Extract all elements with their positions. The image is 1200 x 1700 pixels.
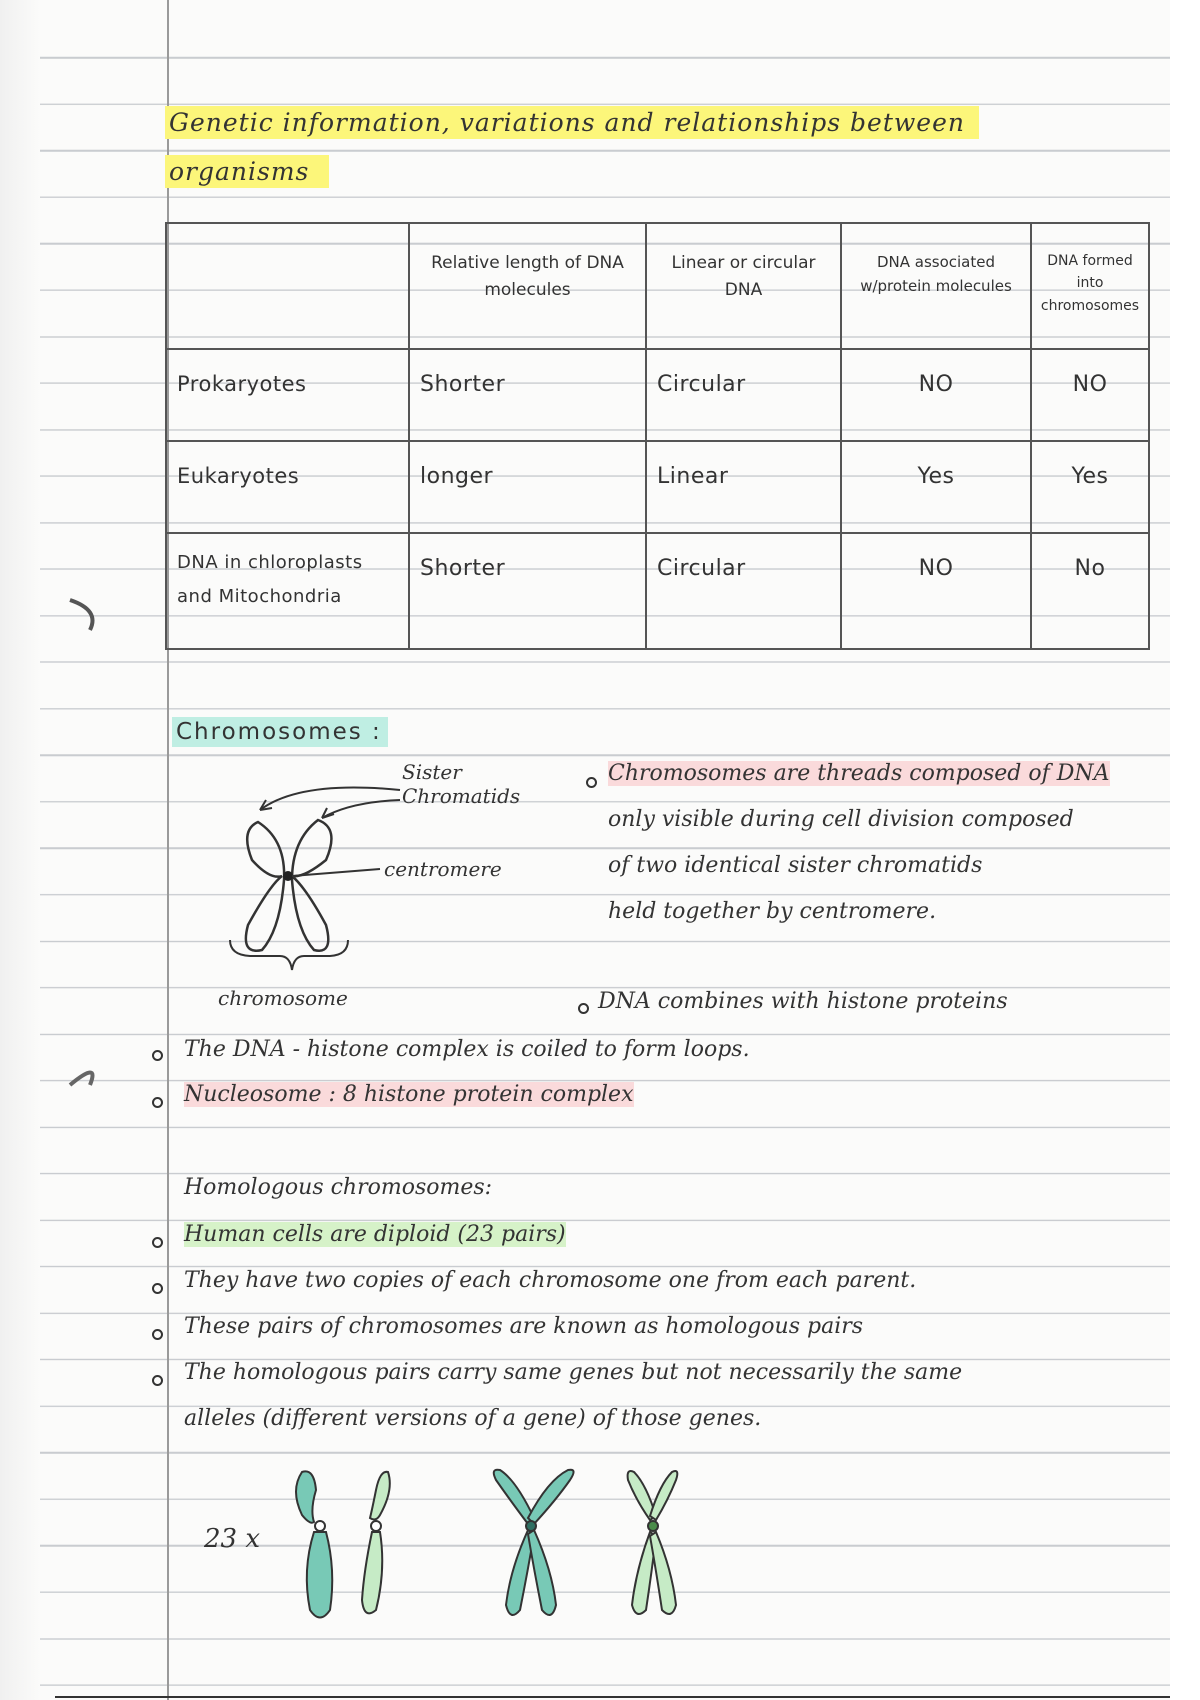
bullet xyxy=(586,777,597,788)
description-line: only visible during cell division composed xyxy=(608,807,1074,832)
point-dna-histone-complex: The DNA - histone complex is coiled to form loops. xyxy=(184,1037,750,1062)
table-cell: No xyxy=(1031,533,1149,649)
bullet xyxy=(152,1283,163,1294)
table-row xyxy=(166,441,1149,533)
table-cell: NO xyxy=(1031,349,1149,441)
page-edge xyxy=(0,0,40,1700)
binder-ring-icon xyxy=(60,595,110,640)
table-header-row xyxy=(166,223,1149,349)
bullet xyxy=(578,1003,589,1014)
section-heading-homologous: Homologous chromosomes: xyxy=(184,1175,493,1200)
label-chromosome: chromosome xyxy=(218,986,348,1010)
chromosome-pair-icon xyxy=(280,1460,820,1630)
bullet xyxy=(152,1237,163,1248)
table-row xyxy=(166,533,1149,649)
table-header-cell: DNA associated w/protein molecules xyxy=(841,223,1031,349)
row-label: Eukaryotes xyxy=(166,441,409,533)
bottom-rule xyxy=(55,1696,1170,1698)
page-title-line2: organisms xyxy=(165,155,329,188)
homologous-point-continued: alleles (different versions of a gene) of those genes. xyxy=(184,1406,762,1431)
highlighted-term: Chromosomes are threads composed of DNA xyxy=(608,761,1110,786)
table-header-cell xyxy=(166,223,409,349)
table-cell: Circular xyxy=(646,349,841,441)
count-label: 23 x xyxy=(204,1524,261,1554)
bullet xyxy=(152,1050,163,1061)
table-cell: Linear xyxy=(646,441,841,533)
table-cell: longer xyxy=(409,441,646,533)
row-label: DNA in chloroplasts and Mitochondria xyxy=(166,533,409,649)
highlighted-term: Nucleosome : 8 histone protein complex xyxy=(184,1082,634,1107)
description-line xyxy=(608,751,1148,797)
dna-comparison-table xyxy=(165,222,1150,650)
binder-ring-icon xyxy=(60,1055,110,1100)
bullet xyxy=(152,1097,163,1108)
label-sister-chromatids: Sister Chromatids xyxy=(402,760,521,808)
table-cell: Shorter xyxy=(409,349,646,441)
row-label: Prokaryotes xyxy=(166,349,409,441)
homologous-point: They have two copies of each chromosome one from each parent. xyxy=(184,1268,917,1293)
label-centromere: centromere xyxy=(384,857,502,881)
table-header-cell: Linear or circular DNA xyxy=(646,223,841,349)
bullet xyxy=(152,1329,163,1340)
chromosome-diagram-icon xyxy=(200,780,520,1010)
table-cell: Yes xyxy=(1031,441,1149,533)
homologous-point xyxy=(184,1212,566,1258)
point-nucleosome xyxy=(184,1072,634,1118)
table-row xyxy=(166,349,1149,441)
table-cell: NO xyxy=(841,349,1031,441)
table-cell: NO xyxy=(841,533,1031,649)
chromosome-description xyxy=(608,751,1148,935)
homologous-point: These pairs of chromosomes are known as homologous pairs xyxy=(184,1314,864,1339)
table-cell: Shorter xyxy=(409,533,646,649)
bullet xyxy=(152,1375,163,1386)
point-dna-histone: DNA combines with histone proteins xyxy=(598,989,1008,1014)
highlighted-term: Human cells are diploid (23 pairs) xyxy=(184,1222,566,1247)
table-cell: Yes xyxy=(841,441,1031,533)
description-line: held together by centromere. xyxy=(608,899,937,924)
page-title-line1: Genetic information, variations and relationships between xyxy=(165,106,979,139)
description-line: of two identical sister chromatids xyxy=(608,853,983,878)
section-heading-chromosomes: Chromosomes : xyxy=(172,717,388,747)
table-cell: Circular xyxy=(646,533,841,649)
homologous-point: The homologous pairs carry same genes but not necessarily the same xyxy=(184,1360,963,1385)
table-header-cell: DNA formed into chromosomes xyxy=(1031,223,1149,349)
table-header-cell: Relative length of DNA molecules xyxy=(409,223,646,349)
